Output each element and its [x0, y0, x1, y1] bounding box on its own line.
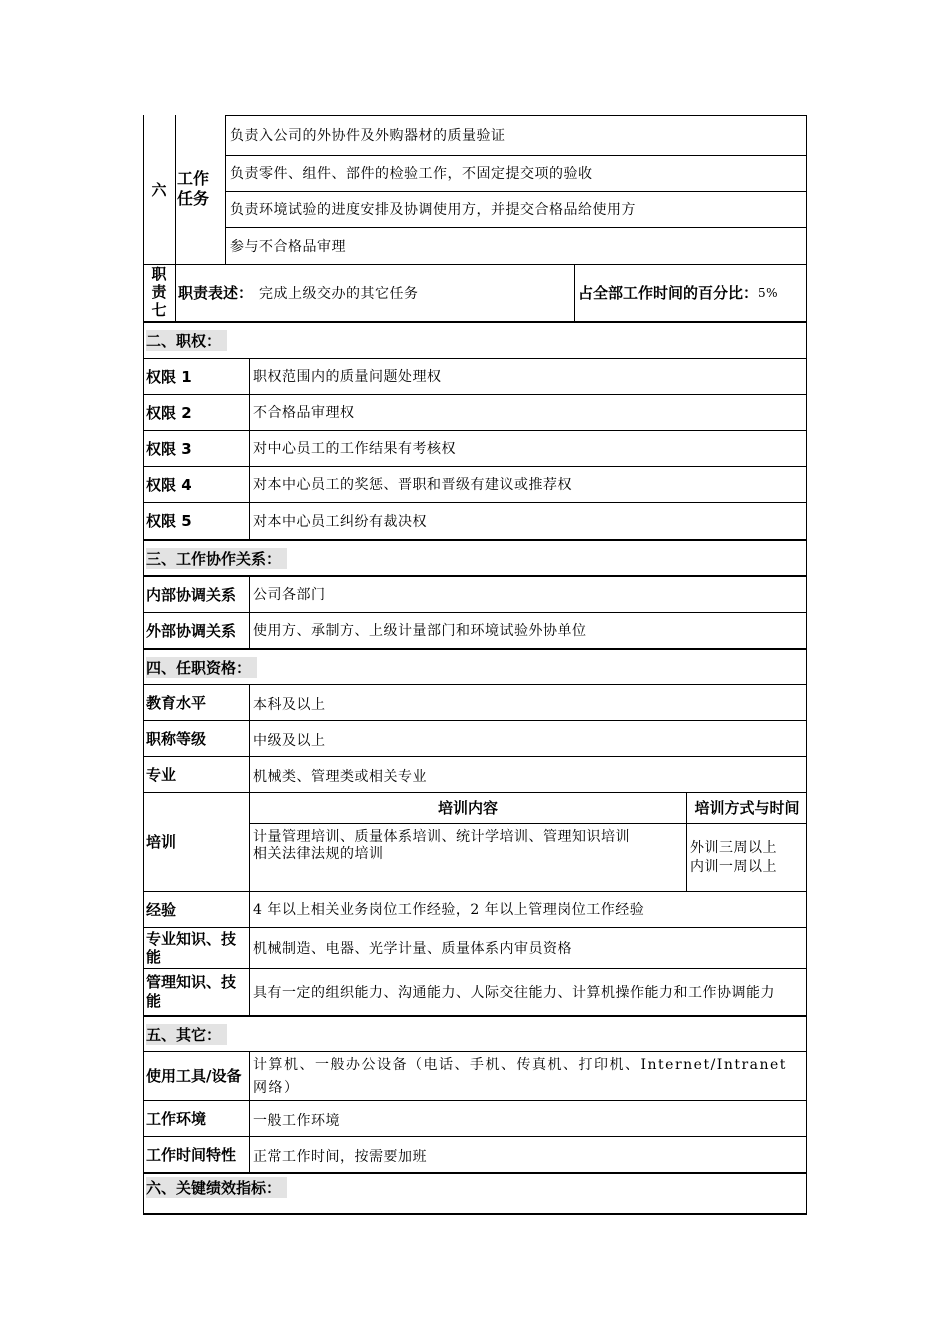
training-method-external: 外训三周以上	[690, 840, 777, 856]
pro-skills-value: 机械制造、电器、光学计量、质量体系内审员资格	[253, 940, 572, 957]
authority-3-label: 权限 3	[146, 439, 192, 458]
section7-number: 职责七	[151, 265, 167, 319]
environment-value: 一般工作环境	[253, 1113, 340, 1129]
task-1: 负责入公司的外协件及外购器材的质量验证	[230, 128, 506, 144]
training-method-header: 培训方式与时间	[694, 799, 800, 817]
experience-label: 经验	[146, 900, 177, 919]
task-4: 参与不合格品审理	[230, 238, 346, 255]
training-method	[690, 839, 805, 877]
training-content-line-1: 计量管理培训、质量体系培训、统计学培训、管理知识培训	[253, 829, 630, 845]
percent-value: 5%	[758, 285, 779, 300]
authority-5-value: 对本中心员工纠纷有裁决权	[253, 513, 427, 530]
task-2: 负责零件、组件、部件的检验工作，不固定提交项的验收	[230, 166, 593, 182]
training-content-line-2: 相关法律法规的培训	[253, 846, 384, 862]
experience-value: 4 年以上相关业务岗位工作经验，2 年以上管理岗位工作经验	[253, 902, 645, 918]
major-value: 机械类、管理类或相关专业	[253, 769, 427, 785]
authority-2-value: 不合格品审理权	[253, 405, 355, 421]
internal-relation-value: 公司各部门	[253, 587, 326, 603]
section7-desc-text: 完成上级交办的其它任务	[259, 285, 419, 302]
percent-label: 占全部工作时间的百分比：	[578, 284, 759, 302]
section7-description	[178, 264, 568, 321]
other-title: 五、其它：	[146, 1017, 227, 1051]
title-level-value: 中级及以上	[253, 733, 326, 749]
relations-title: 三、工作协作关系：	[146, 541, 287, 575]
authority-1-label: 权限 1	[146, 367, 192, 386]
section7-desc-label: 职责表述：	[178, 284, 254, 302]
education-value: 本科及以上	[253, 697, 326, 713]
authority-2-label: 权限 2	[146, 403, 192, 422]
training-content-header: 培训内容	[437, 799, 498, 817]
training-label: 培训	[146, 833, 177, 851]
major-label: 专业	[146, 765, 177, 784]
section6-label: 工作任务	[177, 169, 210, 208]
external-relation-label: 外部协调关系	[146, 621, 237, 640]
authority-1-value: 职权范围内的质量问题处理权	[253, 369, 442, 385]
authority-3-value: 对中心员工的工作结果有考核权	[253, 441, 456, 457]
qualifications-title: 四、任职资格：	[146, 650, 257, 684]
tools-label: 使用工具/设备	[146, 1066, 242, 1085]
training-method-internal: 内训一周以上	[690, 859, 777, 875]
title-level-label: 职称等级	[146, 729, 207, 748]
hours-value: 正常工作时间，按需要加班	[253, 1149, 427, 1165]
kpi-title: 六、关键绩效指标：	[146, 1174, 287, 1200]
internal-relation-label: 内部协调关系	[146, 585, 237, 604]
hours-label: 工作时间特性	[146, 1145, 237, 1164]
tools-value: 计算机、一般办公设备（电话、手机、传真机、打印机、Internet/Intranet 网络）	[253, 1056, 787, 1096]
external-relation-value: 使用方、承制方、上级计量部门和环境试验外协单位	[253, 623, 587, 639]
pro-skills-label: 专业知识、技能	[146, 929, 237, 966]
authority-4-value: 对本中心员工的奖惩、晋职和晋级有建议或推荐权	[253, 477, 572, 493]
task-3: 负责环境试验的进度安排及协调使用方，并提交合格品给使用方	[230, 202, 636, 218]
environment-label: 工作环境	[146, 1109, 207, 1128]
authority-title: 二、职权：	[146, 323, 227, 357]
authority-4-label: 权限 4	[146, 475, 192, 494]
mgmt-skills-value: 具有一定的组织能力、沟通能力、人际交往能力、计算机操作能力和工作协调能力	[253, 984, 775, 1001]
section6-number: 六	[151, 181, 167, 199]
mgmt-skills-label: 管理知识、技能	[146, 972, 237, 1010]
section7-percent	[578, 264, 806, 321]
training-content	[253, 829, 685, 863]
education-label: 教育水平	[146, 693, 207, 712]
authority-5-label: 权限 5	[146, 512, 192, 530]
